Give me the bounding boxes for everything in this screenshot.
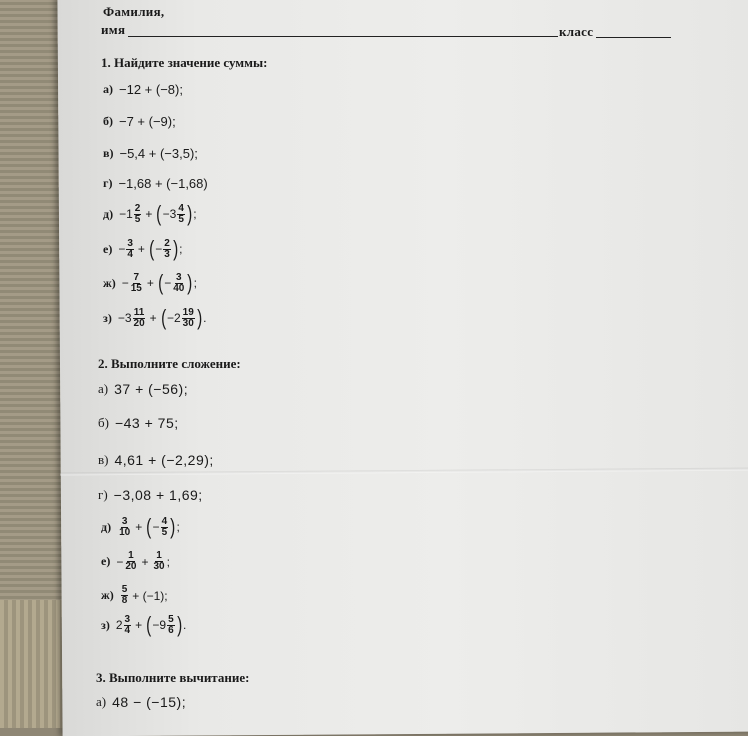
expression-rest: + (−1); (132, 588, 168, 603)
whole-part: −1 (119, 207, 133, 221)
item-expression: 48 − (−15); (112, 694, 187, 710)
numerator: 3 (121, 515, 128, 527)
denominator: 30 (182, 317, 194, 329)
denominator: 4 (127, 248, 133, 260)
denominator: 4 (124, 624, 131, 636)
item-expression (118, 307, 207, 329)
s2-item-z (101, 614, 186, 636)
s3-item-a (96, 694, 186, 710)
fraction (118, 517, 131, 538)
plus-sign: + (145, 207, 153, 221)
item-label: е) (103, 241, 113, 256)
denominator: 10 (119, 526, 131, 538)
s1-item-e (103, 238, 183, 260)
paren-open: ( (146, 612, 152, 637)
item-label: ж) (101, 588, 114, 602)
item-expression: −7 + (−9); (119, 114, 176, 129)
plus-sign: + (135, 618, 143, 632)
s2-item-d (101, 516, 180, 538)
item-expression: −12 + (−8); (119, 82, 183, 97)
numerator: 5 (168, 613, 174, 625)
terminator: ; (176, 520, 180, 534)
denominator: 40 (173, 282, 185, 294)
numerator: 4 (161, 515, 168, 527)
whole-part: −2 (166, 311, 181, 325)
s2-item-b (98, 415, 179, 431)
s1-item-v (103, 146, 198, 161)
plus-sign: + (137, 242, 145, 256)
terminator: ; (193, 207, 197, 221)
fraction (167, 615, 175, 636)
paren-open: ( (156, 201, 162, 226)
paren-close: ) (187, 201, 193, 226)
class-label: класс (559, 24, 594, 39)
item-expression: −1,68 + (−1,68) (118, 176, 208, 191)
item-label: з) (101, 617, 110, 632)
minus-sign: − (155, 242, 163, 256)
minus-sign: − (164, 276, 172, 290)
item-label: в) (103, 146, 114, 160)
item-expression (116, 551, 170, 572)
item-expression: 37 + (−56); (114, 381, 189, 397)
fraction (121, 585, 129, 606)
terminator: . (203, 311, 207, 325)
numerator: 19 (182, 306, 194, 318)
numerator: 3 (124, 613, 131, 625)
numerator: 11 (133, 306, 145, 318)
item-expression: −43 + 75; (114, 415, 179, 431)
numerator: 7 (133, 271, 140, 283)
fraction (172, 273, 185, 294)
item-label: ж) (103, 275, 116, 290)
minus-sign: − (116, 554, 124, 569)
whole-part: −3 (162, 207, 177, 221)
numerator: 5 (121, 584, 128, 595)
denominator: 5 (134, 213, 141, 225)
s2-item-zh (101, 585, 168, 606)
numerator: 3 (127, 237, 133, 249)
item-expression (119, 203, 197, 225)
s1-item-d (103, 203, 197, 225)
item-label: б) (98, 415, 109, 430)
minus-sign: − (118, 242, 126, 256)
denominator: 5 (161, 526, 168, 538)
item-expression (117, 516, 180, 538)
terminator: ; (166, 554, 170, 569)
item-label: а) (96, 694, 107, 709)
item-label: д) (101, 519, 112, 534)
denominator: 8 (121, 595, 128, 606)
name-line (128, 36, 558, 37)
denominator: 20 (133, 317, 145, 329)
terminator: ; (179, 242, 183, 256)
name-label: имя (101, 22, 126, 37)
denominator: 15 (130, 282, 142, 294)
fraction (124, 615, 132, 636)
s1-item-z (103, 307, 206, 329)
fraction (163, 239, 171, 260)
whole-part: −9 (152, 618, 167, 632)
plus-sign: + (146, 276, 154, 290)
s1-item-g (103, 176, 208, 191)
minus-sign: − (121, 276, 129, 290)
item-expression (116, 614, 187, 636)
fraction (182, 308, 195, 329)
item-label: з) (103, 310, 112, 325)
section1-title: 1. Найдите значение суммы: (101, 55, 268, 70)
plus-sign: + (141, 554, 149, 569)
numerator: 3 (175, 271, 182, 283)
paren-close: ) (187, 270, 193, 295)
paren-close: ) (176, 612, 182, 637)
s2-item-v (98, 452, 214, 468)
item-label: а) (98, 381, 109, 396)
numerator: 1 (156, 550, 162, 561)
fraction (134, 204, 142, 225)
s1-item-zh (103, 272, 197, 294)
paren-open: ( (160, 305, 166, 330)
paren-close: ) (196, 305, 203, 330)
item-label: б) (103, 114, 113, 128)
surname-label: Фамилия, (103, 4, 165, 19)
plus-sign: + (149, 311, 157, 325)
item-expression (122, 272, 197, 294)
item-label: е) (101, 554, 111, 568)
item-expression: −3,08 + 1,69; (113, 487, 203, 503)
item-expression: 4,61 + (−2,29); (114, 452, 214, 468)
fraction (133, 308, 146, 329)
fraction (130, 273, 143, 294)
item-label: в) (98, 452, 109, 467)
numerator: 4 (178, 202, 184, 214)
denominator: 6 (168, 624, 174, 636)
paren-close: ) (170, 514, 176, 539)
item-label: а) (103, 82, 113, 96)
item-expression (118, 238, 182, 260)
s2-item-a (98, 381, 188, 397)
terminator: . (183, 618, 187, 632)
denominator: 20 (125, 561, 137, 572)
section2-title: 2. Выполните сложение: (98, 356, 241, 371)
s1-item-b (103, 114, 176, 129)
denominator: 5 (178, 213, 184, 225)
s2-item-e (101, 551, 170, 572)
section3-title: 3. Выполните вычитание: (96, 670, 250, 685)
fraction (161, 517, 169, 538)
whole-part: 2 (115, 618, 123, 632)
item-expression: −5,4 + (−3,5); (119, 146, 198, 161)
item-label: г) (98, 487, 108, 502)
paren-close: ) (172, 236, 179, 261)
numerator: 2 (164, 237, 170, 249)
denominator: 3 (164, 248, 170, 260)
class-line (596, 37, 671, 38)
item-label: г) (103, 176, 113, 190)
item-expression (120, 585, 168, 606)
minus-sign: − (152, 520, 160, 534)
fraction (177, 204, 185, 225)
terminator: ; (193, 276, 197, 290)
fraction (126, 239, 134, 260)
paren-open: ( (146, 514, 152, 539)
s1-item-a (103, 82, 183, 97)
item-label: д) (103, 206, 114, 221)
denominator: 30 (153, 561, 165, 572)
plus-sign: + (135, 520, 143, 534)
whole-part: −3 (117, 311, 132, 325)
paren-open: ( (149, 236, 155, 261)
fraction (152, 551, 165, 572)
paren-open: ( (157, 270, 164, 295)
numerator: 2 (134, 202, 141, 214)
numerator: 1 (128, 550, 134, 561)
s2-item-g (98, 487, 203, 503)
fraction (124, 551, 137, 572)
